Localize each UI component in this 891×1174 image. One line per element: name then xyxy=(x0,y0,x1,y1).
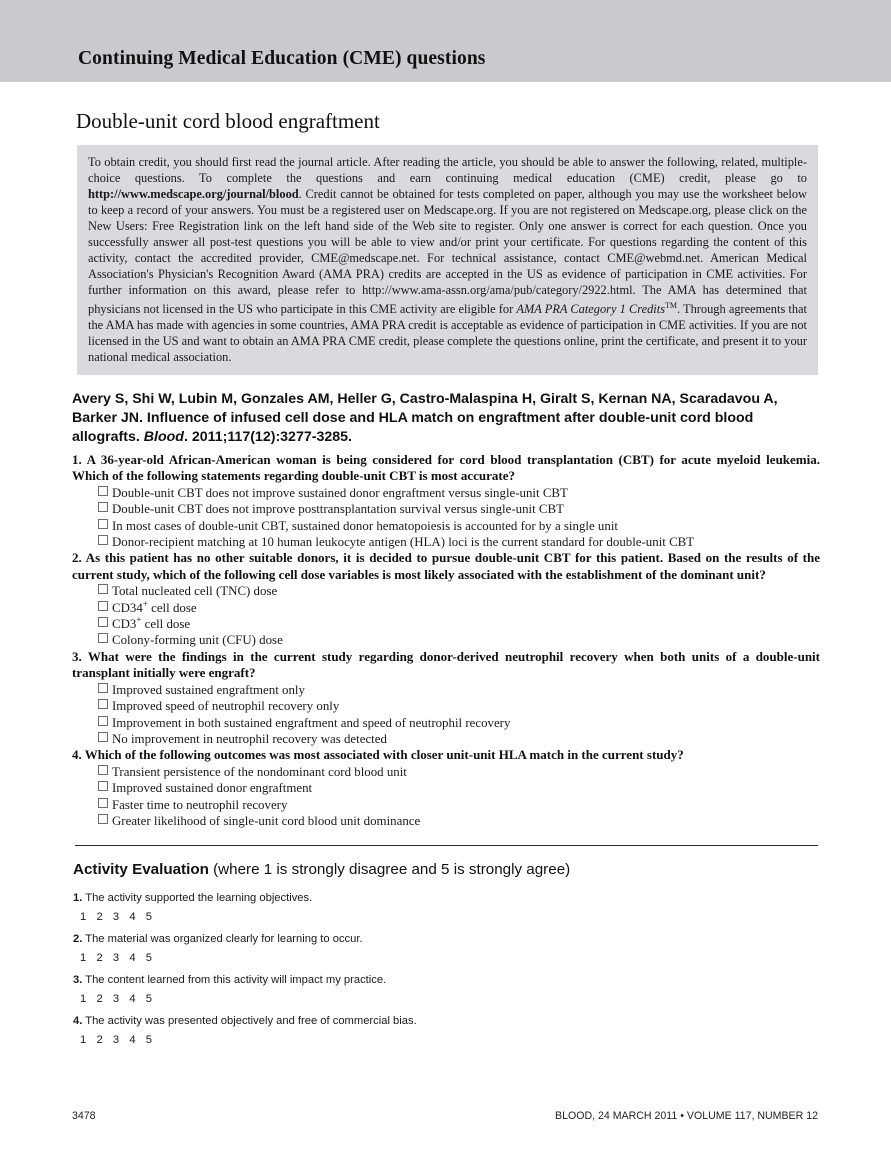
cme-answer-option[interactable] xyxy=(98,731,820,747)
cme-answer-option-label: Improvement in both sustained engraftment and speed of neutrophil recovery xyxy=(112,715,511,730)
page-header-title: Continuing Medical Education (CME) questions xyxy=(78,48,486,69)
cme-answer-option-label: Greater likelihood of single-unit cord blood unit dominance xyxy=(112,813,421,828)
cme-answer-option-label: No improvement in neutrophil recovery was detected xyxy=(112,731,387,746)
checkbox-icon[interactable] xyxy=(98,732,108,742)
evaluation-item xyxy=(73,932,818,964)
cme-answer-options xyxy=(72,583,820,649)
instructions-part-1: To obtain credit, you should first read the journal article. After reading the article, you should be able to answer the following, related, multiple-choice questions. To complete the questions and earn continuing medical education (CME) credit, please go to xyxy=(88,155,807,185)
evaluation-question xyxy=(73,1014,818,1028)
evaluation-item xyxy=(73,973,818,1005)
cme-answer-option[interactable] xyxy=(98,583,820,599)
cme-question-stem: 1. A 36-year-old African-American woman is being considered for cord blood transplantation (CBT) for acute myeloid leukemia. Which of the following statements regarding double-unit CBT is most accurate? xyxy=(72,452,820,484)
citation-authors-title: Avery S, Shi W, Lubin M, Gonzales AM, Heller G, Castro-Malaspina H, Giralt S, Kernan NA, Scaradavou A, Barker JN. Influence of infused cell dose and HLA match on engraftment after double-unit cord blood allografts. xyxy=(72,391,778,446)
cme-answer-option-label: Improved sustained engraftment only xyxy=(112,682,305,697)
trademark-symbol: TM xyxy=(665,301,678,310)
cme-answer-option[interactable] xyxy=(98,600,820,616)
ama-pra-credit-italic: AMA PRA Category 1 Credits xyxy=(516,302,666,317)
article-citation xyxy=(72,390,822,448)
cme-answer-option[interactable] xyxy=(98,518,820,534)
cme-answer-option[interactable] xyxy=(98,501,820,517)
cme-answer-option[interactable] xyxy=(98,616,820,632)
medscape-url[interactable]: http://www.medscape.org/journal/blood xyxy=(88,187,299,201)
cme-answer-option-label: Colony-forming unit (CFU) dose xyxy=(112,633,283,648)
cme-question xyxy=(72,649,820,747)
evaluation-rating-scale xyxy=(73,1034,818,1046)
cme-answer-option-label: Total nucleated cell (TNC) dose xyxy=(112,584,278,599)
evaluation-question-text: The material was organized clearly for learning to occur. xyxy=(82,933,363,945)
evaluation-rating-option[interactable]: 5 xyxy=(145,1034,153,1046)
activity-evaluation-heading xyxy=(73,861,818,878)
evaluation-rating-option[interactable]: 4 xyxy=(129,1034,136,1046)
cme-question-stem: 4. Which of the following outcomes was most associated with closer unit-unit HLA match in the current study? xyxy=(72,747,684,763)
article-title: Double-unit cord blood engraftment xyxy=(76,109,380,133)
cme-answer-option-label: CD34+ cell dose xyxy=(112,598,197,615)
evaluation-question xyxy=(73,891,818,905)
instructions-part-3: . Through agreements that the AMA has made with agencies in some countries, AMA PRA credit is acceptable as evidence of participation in CME activities. If you are not licensed in the US and want to obtain an AMA PRA CME credit, please complete the questions online, print the certificate, and present it to your national medical association. xyxy=(88,302,807,365)
evaluation-rating-option[interactable]: 5 xyxy=(145,952,153,964)
checkbox-icon[interactable] xyxy=(98,617,108,627)
cme-answer-option[interactable] xyxy=(98,715,820,731)
checkbox-icon[interactable] xyxy=(98,486,108,496)
evaluation-question xyxy=(73,973,818,987)
evaluation-rating-option[interactable]: 5 xyxy=(145,911,153,923)
evaluation-rating-option[interactable]: 1 xyxy=(80,952,87,964)
evaluation-rating-option[interactable]: 4 xyxy=(129,952,136,964)
checkbox-icon[interactable] xyxy=(98,765,108,775)
evaluation-question xyxy=(73,932,818,946)
cme-answer-option[interactable] xyxy=(98,632,820,648)
cme-answer-option[interactable] xyxy=(98,682,820,698)
citation-reference: . 2011;117(12):3277-3285. xyxy=(183,429,352,446)
evaluation-rating-option[interactable]: 2 xyxy=(96,1034,103,1046)
cme-answer-options xyxy=(72,764,820,830)
page-header-band xyxy=(0,0,891,82)
cme-answer-option[interactable] xyxy=(98,698,820,714)
cme-answer-option-label: Improved speed of neutrophil recovery only xyxy=(112,699,340,714)
cme-answer-option-label: Double-unit CBT does not improve sustained donor engraftment versus single-unit CBT xyxy=(112,485,568,500)
cme-questions-list xyxy=(72,452,820,829)
evaluation-items xyxy=(73,891,818,1046)
checkbox-icon[interactable] xyxy=(98,601,108,611)
cme-answer-option-label: Double-unit CBT does not improve posttransplantation survival versus single-unit CBT xyxy=(112,502,564,517)
evaluation-rating-option[interactable]: 4 xyxy=(129,911,136,923)
cme-answer-option-label: In most cases of double-unit CBT, sustained donor hematopoiesis is accounted for by a single unit xyxy=(112,518,618,533)
evaluation-rating-scale xyxy=(73,952,818,964)
evaluation-question-text: The content learned from this activity will impact my practice. xyxy=(82,974,387,986)
evaluation-rating-option[interactable]: 4 xyxy=(129,993,136,1005)
evaluation-question-number: 1. xyxy=(73,892,83,904)
evaluation-rating-option[interactable]: 1 xyxy=(80,1034,87,1046)
checkbox-icon[interactable] xyxy=(98,584,108,594)
evaluation-rating-option[interactable]: 3 xyxy=(112,952,120,964)
evaluation-rating-option[interactable]: 3 xyxy=(112,1034,120,1046)
evaluation-question-number: 4. xyxy=(73,1015,83,1027)
evaluation-heading-light: (where 1 is strongly disagree and 5 is strongly agree) xyxy=(208,861,571,878)
cme-answer-option[interactable] xyxy=(98,485,820,501)
evaluation-question-text: The activity supported the learning objectives. xyxy=(82,892,313,904)
cme-instructions-text xyxy=(88,154,807,365)
evaluation-rating-option[interactable]: 3 xyxy=(112,993,120,1005)
evaluation-item xyxy=(73,891,818,923)
cme-answer-options xyxy=(72,682,820,748)
cme-instructions-box xyxy=(77,145,818,375)
checkbox-icon[interactable] xyxy=(98,716,108,726)
evaluation-rating-scale xyxy=(73,911,818,923)
page-footer xyxy=(0,1110,891,1130)
cme-answer-option-label: Donor-recipient matching at 10 human leukocyte antigen (HLA) loci is the current standard for double-unit CBT xyxy=(112,535,695,550)
cme-answer-option-label: Transient persistence of the nondominant cord blood unit xyxy=(112,764,407,779)
section-divider xyxy=(75,845,818,846)
evaluation-heading-strong: Activity Evaluation xyxy=(73,861,209,878)
evaluation-rating-option[interactable]: 2 xyxy=(96,993,103,1005)
cme-answer-option[interactable] xyxy=(98,797,820,813)
cme-answer-option-label: CD3+ cell dose xyxy=(112,614,191,632)
evaluation-question-number: 3. xyxy=(73,974,83,986)
citation-journal-name: Blood xyxy=(143,429,184,446)
checkbox-icon[interactable] xyxy=(98,798,108,808)
checkbox-icon[interactable] xyxy=(98,633,108,643)
evaluation-rating-option[interactable]: 2 xyxy=(96,952,103,964)
cme-answer-option[interactable] xyxy=(98,764,820,780)
checkbox-icon[interactable] xyxy=(98,699,108,709)
cme-question-stem: 3. What were the findings in the current study regarding donor-derived neutrophil recovery when both units of a double-unit transplant initially were engraft? xyxy=(72,648,820,681)
cme-answer-option-label: Improved sustained donor engraftment xyxy=(112,781,313,796)
evaluation-rating-option[interactable]: 2 xyxy=(96,911,103,923)
activity-evaluation-section xyxy=(73,861,818,1055)
evaluation-question-text: The activity was presented objectively and free of commercial bias. xyxy=(82,1015,417,1027)
evaluation-question-number: 2. xyxy=(73,933,83,945)
footer-page-number: 3478 xyxy=(72,1110,96,1122)
cme-question xyxy=(72,550,820,648)
evaluation-rating-option[interactable]: 1 xyxy=(80,993,87,1005)
checkbox-icon[interactable] xyxy=(98,781,108,791)
cme-answer-options xyxy=(72,485,820,551)
checkbox-icon[interactable] xyxy=(98,814,108,824)
cme-answer-option[interactable] xyxy=(98,780,820,796)
evaluation-rating-option[interactable]: 5 xyxy=(145,993,153,1005)
cme-question xyxy=(72,452,820,550)
checkbox-icon[interactable] xyxy=(98,519,108,529)
checkbox-icon[interactable] xyxy=(98,535,108,545)
checkbox-icon[interactable] xyxy=(98,683,108,693)
footer-journal-source: BLOOD, 24 MARCH 2011 • VOLUME 117, NUMBER 12 xyxy=(555,1110,818,1122)
checkbox-icon[interactable] xyxy=(98,502,108,512)
evaluation-rating-option[interactable]: 1 xyxy=(80,911,87,923)
evaluation-item xyxy=(73,1014,818,1046)
cme-answer-option[interactable] xyxy=(98,813,820,829)
cme-question-stem: 2. As this patient has no other suitable donors, it is decided to pursue double-unit CBT for this patient. Based on the results of the current study, which of the following cell dose variables is most likely associated with the establishment of the dominant unit? xyxy=(72,550,820,582)
cme-answer-option[interactable] xyxy=(98,534,820,550)
cme-answer-option-label: Faster time to neutrophil recovery xyxy=(112,797,288,812)
cme-question xyxy=(72,747,820,829)
instructions-part-2: . Credit cannot be obtained for tests completed on paper, although you may use the worksheet below to keep a record of your answers. You must be a registered user on Medscape.org. If you are not registered on Medscape.org, please click on the New Users: Free Registration link on the left hand side of the Web site to register. Only one answer is correct for each question. Once you successfully answer all post-test questions you will be able to view and/or print your certificate. For questions regarding the content of this activity, contact the accredited provider, CME@medscape.net. For technical assistance, contact CME@webmd.net. American Medical Association's Physician's Recognition Award (AMA PRA) credits are accepted in the US as evidence of participation in CME activities. For further information on this award, please refer to http://www.ama-assn.org/ama/pub/category/2922.html. The AMA has determined that physicians not licensed in the US who participate in this CME activity are eligible for xyxy=(88,187,807,317)
evaluation-rating-scale xyxy=(73,993,818,1005)
evaluation-rating-option[interactable]: 3 xyxy=(112,911,120,923)
